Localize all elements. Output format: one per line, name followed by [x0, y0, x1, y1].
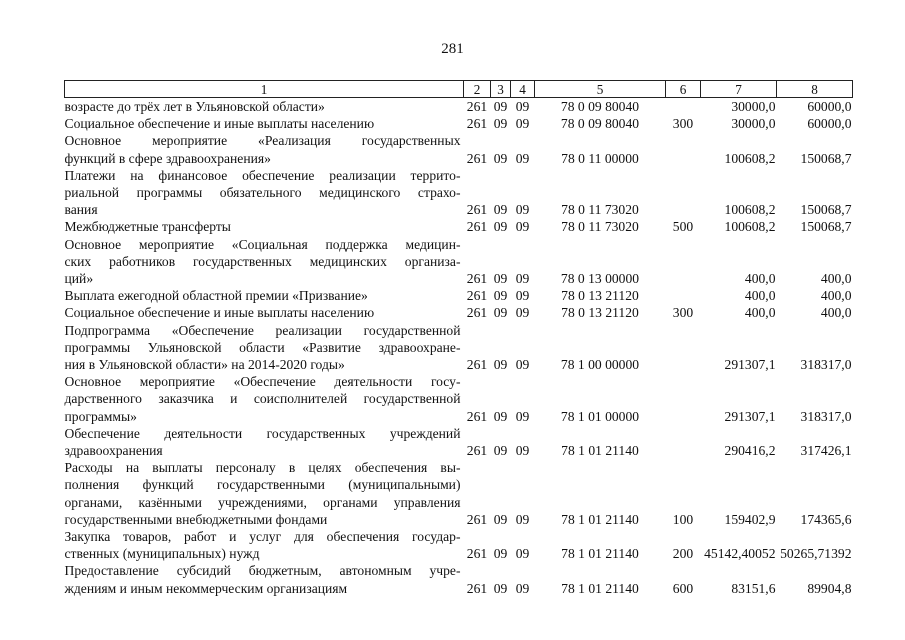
row-amount-year-2: 60000,0: [807, 99, 852, 114]
row-amount-year-2: 150068,7: [800, 202, 852, 218]
header-col-3: 3: [491, 81, 511, 98]
row-amount-year-2: 317426,1: [800, 443, 852, 459]
table-row: [65, 459, 853, 528]
item-name-line: Предоставление субсидий бюджетным, автономным учре-: [64, 563, 461, 579]
item-name-line: ждениям и иным некоммерческим организациям: [64, 580, 348, 596]
row-subsection-code: 09: [515, 443, 530, 459]
table-row: [65, 236, 853, 288]
row-amount-year-2: 400,0: [820, 288, 852, 304]
item-name-line: органами, казёнными учреждениями, органами управления: [64, 494, 461, 510]
row-amount-year-2: 174365,6: [800, 511, 852, 527]
table-row: [65, 167, 853, 219]
row-amount-year-2: 318317,0: [800, 408, 852, 424]
item-name-line: здравоохранения: [64, 443, 163, 459]
row-item-name: [65, 287, 464, 304]
row-admin-code: 261: [466, 580, 488, 596]
row-amount-year-2: 150068,7: [800, 219, 852, 235]
row-item-name: [65, 167, 464, 219]
table-row: [65, 218, 853, 235]
page-number: 281: [441, 41, 464, 57]
row-target-article: 78 1 01 21140: [561, 443, 639, 459]
row-amount-year-2: 89904,8: [807, 580, 852, 596]
row-admin-code: 261: [466, 305, 488, 321]
item-name-line: ских работников государственных медицинских организа-: [64, 253, 461, 269]
row-section-code: 09: [493, 511, 508, 527]
table-row: [65, 373, 853, 425]
item-name-line: ций»: [64, 271, 94, 287]
row-target-article: 78 0 13 21120: [561, 288, 639, 304]
row-amount-year-2: 60000,0: [807, 116, 852, 132]
item-name-line: возрасте до трёх лет в Ульяновской области»: [64, 99, 325, 114]
item-name-line: Платежи на финансовое обеспечение реализации террито-: [64, 167, 461, 183]
row-section-code: 09: [493, 443, 508, 459]
row-subsection-code: 09: [515, 511, 530, 527]
row-admin-code: 261: [466, 99, 488, 114]
header-col-7: 7: [701, 81, 777, 98]
header-col-4: 4: [511, 81, 535, 98]
header-col-8: 8: [777, 81, 853, 98]
row-amount-year-1: 400,0: [744, 271, 776, 287]
row-section-code: 09: [493, 271, 508, 287]
row-item-name: [65, 304, 464, 321]
row-expense-type: [666, 98, 701, 116]
row-amount-year-1: 30000,0: [731, 99, 776, 114]
row-amount-year-1: 159402,9: [724, 511, 776, 527]
row-amount-year-2: 400,0: [820, 271, 852, 287]
item-name-line: программы»: [64, 408, 137, 424]
row-amount-year-2: 400,0: [820, 305, 852, 321]
row-section-code: 09: [493, 305, 508, 321]
row-target-article: 78 1 00 00000: [560, 357, 640, 373]
row-admin-code: 261: [466, 443, 488, 459]
budget-table: [64, 80, 853, 597]
row-target-article: 78 0 11 73020: [561, 202, 639, 218]
row-target-article: 78 1 01 21140: [561, 546, 639, 562]
table-row: [65, 425, 853, 459]
row-amount-year-1: 400,0: [744, 305, 776, 321]
row-item-name: [65, 373, 464, 425]
row-amount-year-1: 100608,2: [724, 150, 776, 166]
header-col-2: 2: [464, 81, 491, 98]
item-name-line: дарственного заказчика и соисполнителей государственной: [64, 391, 461, 407]
row-section-code: 09: [493, 357, 508, 373]
row-target-article: 78 1 01 00000: [560, 408, 640, 424]
row-item-name: [65, 322, 464, 374]
row-item-name: [65, 459, 464, 528]
item-name-line: ния в Ульяновской области» на 2014-2020 годы»: [64, 357, 345, 373]
row-section-code: 09: [493, 99, 508, 114]
row-subsection-code: 09: [515, 408, 530, 424]
table-row: [65, 322, 853, 374]
row-expense-type: [666, 425, 701, 459]
row-item-name: [65, 562, 464, 596]
row-subsection-code: 09: [515, 580, 530, 596]
item-name-line: Социальное обеспечение и иные выплаты населению: [64, 305, 375, 321]
row-admin-code: 261: [466, 271, 488, 287]
table-body: [65, 98, 853, 597]
row-admin-code: 261: [466, 150, 488, 166]
table-row: [65, 115, 853, 132]
row-subsection-code: 09: [515, 305, 530, 321]
row-item-name: [65, 236, 464, 288]
item-name-line: вания: [64, 202, 98, 218]
item-name-line: Основное мероприятие «Обеспечение деятельности госу-: [64, 374, 461, 390]
row-subsection-code: 09: [515, 219, 530, 235]
table-header-row: [65, 81, 853, 98]
row-section-code: 09: [493, 580, 508, 596]
row-expense-type: 300: [672, 305, 694, 321]
header-col-5: 5: [535, 81, 666, 98]
row-item-name: [65, 115, 464, 132]
item-name-line: Межбюджетные трансферты: [64, 219, 231, 235]
row-item-name: [65, 425, 464, 459]
item-name-line: Подпрограмма «Обеспечение реализации государственной: [64, 322, 461, 338]
row-section-code: 09: [493, 219, 508, 235]
item-name-line: программы Ульяновской области «Развитие здравоохране-: [64, 339, 461, 355]
row-expense-type: 100: [672, 511, 694, 527]
row-expense-type: 600: [672, 580, 694, 596]
row-item-name: [65, 98, 464, 116]
row-admin-code: 261: [466, 288, 488, 304]
row-subsection-code: 09: [515, 271, 530, 287]
row-subsection-code: 09: [515, 99, 530, 114]
row-expense-type: 500: [672, 219, 694, 235]
item-name-line: полнения функций государственными (муниципальными): [64, 477, 461, 493]
row-expense-type: [666, 322, 701, 374]
row-amount-year-1: 100608,2: [724, 202, 776, 218]
row-amount-year-1: 45142,40052: [704, 546, 776, 562]
table-row: [65, 528, 853, 562]
row-expense-type: 300: [672, 116, 694, 132]
row-subsection-code: 09: [515, 357, 530, 373]
item-name-line: Основное мероприятие «Социальная поддержка медицин-: [64, 236, 461, 252]
table-row: [65, 98, 853, 116]
row-expense-type: [666, 236, 701, 288]
row-amount-year-1: 291307,1: [724, 408, 776, 424]
table-row: [65, 304, 853, 321]
row-amount-year-2: 150068,7: [800, 150, 852, 166]
row-amount-year-1: 400,0: [744, 288, 776, 304]
row-subsection-code: 09: [515, 150, 530, 166]
row-amount-year-2: 318317,0: [800, 357, 852, 373]
row-target-article: 78 0 09 80040: [560, 116, 640, 132]
row-admin-code: 261: [466, 511, 488, 527]
item-name-line: Обеспечение деятельности государственных учреждений: [64, 425, 461, 441]
row-admin-code: 261: [466, 116, 488, 132]
row-section-code: 09: [493, 202, 508, 218]
row-admin-code: 261: [466, 219, 488, 235]
row-target-article: 78 1 01 21140: [561, 511, 639, 527]
row-expense-type: [666, 287, 701, 304]
header-col-1: 1: [65, 81, 464, 98]
table-row: [65, 132, 853, 166]
row-expense-type: [666, 132, 701, 166]
row-amount-year-1: 30000,0: [731, 116, 776, 132]
header-col-6: 6: [666, 81, 701, 98]
row-expense-type: [666, 167, 701, 219]
row-admin-code: 261: [466, 408, 488, 424]
row-amount-year-1: 100608,2: [724, 219, 776, 235]
item-name-line: Основное мероприятие «Реализация государственных: [64, 133, 461, 149]
row-target-article: 78 0 13 21120: [561, 305, 639, 321]
table-row: [65, 562, 853, 596]
row-expense-type: 200: [672, 546, 694, 562]
row-amount-year-1: 83151,6: [731, 580, 776, 596]
item-name-line: ственных (муниципальных) нужд: [64, 546, 260, 562]
row-admin-code: 261: [466, 202, 488, 218]
table-row: [65, 287, 853, 304]
row-target-article: 78 0 11 73020: [561, 219, 639, 235]
row-amount-year-1: 290416,2: [724, 443, 776, 459]
row-target-article: 78 0 11 00000: [561, 150, 639, 166]
row-amount-year-2: 50265,71392: [780, 546, 852, 562]
item-name-line: функций в сфере здравоохранения»: [64, 150, 271, 166]
row-target-article: 78 1 01 21140: [561, 580, 639, 596]
row-amount-year-1: 291307,1: [724, 357, 776, 373]
row-section-code: 09: [493, 288, 508, 304]
item-name-line: Расходы на выплаты персоналу в целях обеспечения вы-: [64, 460, 461, 476]
item-name-line: Закупка товаров, работ и услуг для обеспечения государ-: [64, 529, 461, 545]
row-subsection-code: 09: [515, 202, 530, 218]
row-subsection-code: 09: [515, 546, 530, 562]
item-name-line: Социальное обеспечение и иные выплаты населению: [64, 116, 375, 132]
row-target-article: 78 0 09 80040: [560, 99, 640, 114]
row-admin-code: 261: [466, 546, 488, 562]
row-section-code: 09: [493, 546, 508, 562]
item-name-line: риальной программы обязательного медицинского страхо-: [64, 185, 461, 201]
row-item-name: [65, 218, 464, 235]
item-name-line: Выплата ежегодной областной премии «Призвание»: [64, 288, 368, 304]
row-admin-code: 261: [466, 357, 488, 373]
row-item-name: [65, 132, 464, 166]
row-subsection-code: 09: [515, 288, 530, 304]
row-section-code: 09: [493, 408, 508, 424]
row-subsection-code: 09: [515, 116, 530, 132]
row-section-code: 09: [493, 116, 508, 132]
row-section-code: 09: [493, 150, 508, 166]
item-name-line: государственными внебюджетными фондами: [64, 511, 328, 527]
row-item-name: [65, 528, 464, 562]
row-expense-type: [666, 373, 701, 425]
row-target-article: 78 0 13 00000: [560, 271, 640, 287]
